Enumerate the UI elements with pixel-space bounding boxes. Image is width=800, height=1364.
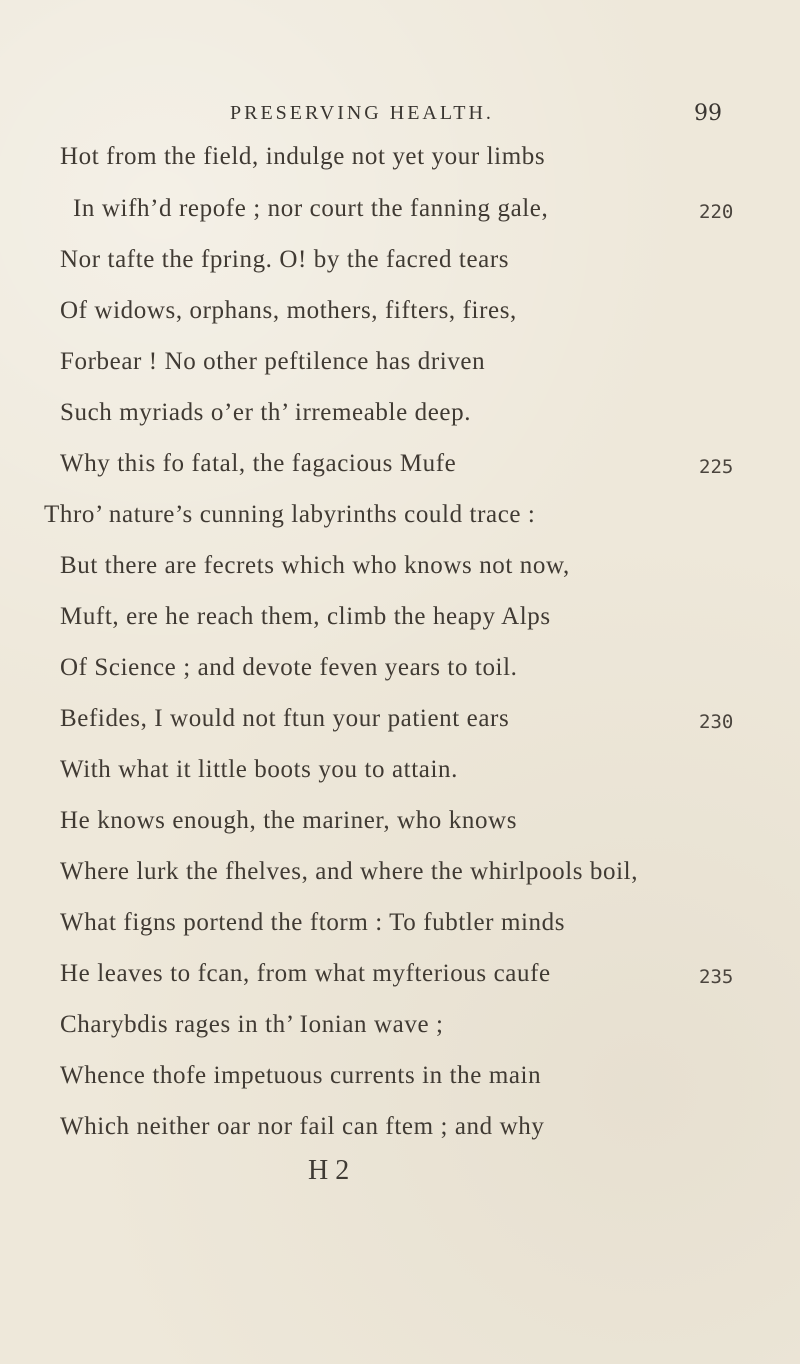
poem-line: Befides, I would not ftun your patient ears <box>60 705 510 732</box>
page-number: 99 <box>694 101 722 126</box>
line-number: 235 <box>699 966 734 988</box>
running-head: PRESERVING HEALTH. <box>230 102 494 124</box>
poem-line: Hot from the field, indulge not yet your limbs <box>60 143 546 170</box>
poem-line: With what it little boots you to attain. <box>60 756 458 783</box>
poem-line: Whence thofe impetuous currents in the main <box>60 1062 542 1089</box>
poem-line: In wifh’d repofe ; nor court the fanning gale, <box>73 195 549 222</box>
poem-line: Charybdis rages in th’ Ionian wave ; <box>60 1011 444 1038</box>
poem-line: Why this fo fatal, the fagacious Mufe <box>60 450 457 477</box>
poem-line: Thro’ nature’s cunning labyrinths could trace : <box>44 501 536 528</box>
poem-line: Such myriads o’er th’ irremeable deep. <box>60 399 472 426</box>
line-number: 220 <box>699 201 734 223</box>
poem-line: Where lurk the fhelves, and where the whirlpools boil, <box>60 858 639 885</box>
poem-line: What figns portend the ftorm : To fubtler minds <box>60 909 566 936</box>
poem-line: He leaves to fcan, from what myfterious caufe <box>60 960 551 987</box>
poem-line: Which neither oar nor fail can ftem ; and why <box>60 1113 545 1140</box>
poem-line: Nor tafte the fpring. O! by the facred tears <box>60 246 510 273</box>
poem-line: Forbear ! No other peftilence has driven <box>60 348 486 375</box>
line-number: 230 <box>699 711 734 733</box>
poem-line: He knows enough, the mariner, who knows <box>60 807 518 834</box>
poem-line: But there are fecrets which who knows not now, <box>60 552 570 579</box>
poem-line: Muft, ere he reach them, climb the heapy Alps <box>60 603 551 630</box>
poem-line: Of Science ; and devote feven years to toil. <box>60 654 518 681</box>
signature-mark: H 2 <box>308 1155 350 1186</box>
poem-line: Of widows, orphans, mothers, fifters, fires, <box>60 297 517 324</box>
line-number: 225 <box>699 456 734 478</box>
